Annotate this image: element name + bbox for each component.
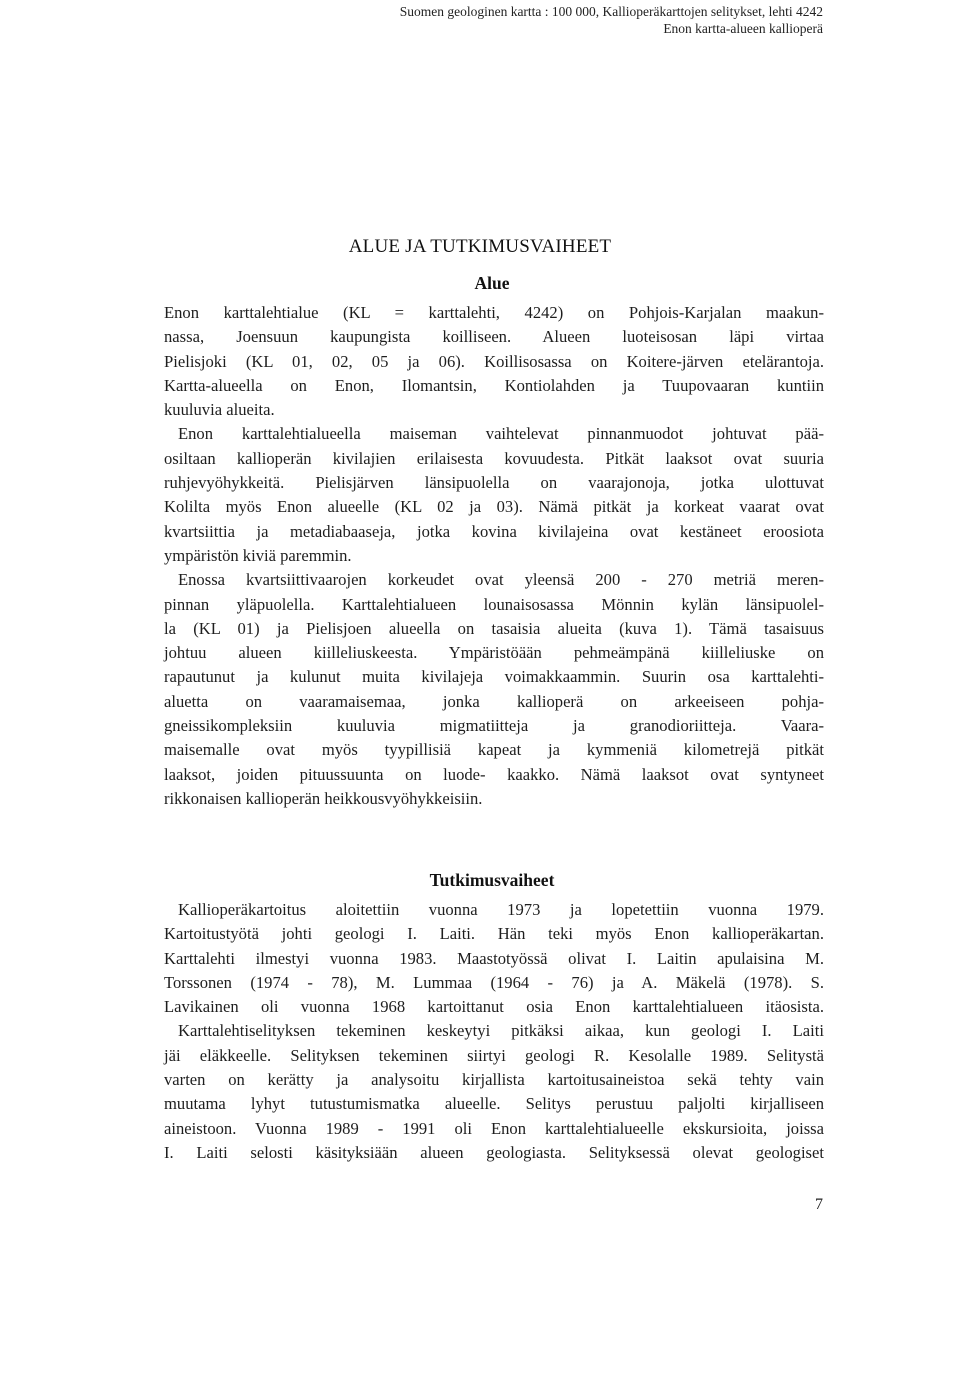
tutkimusvaiheet-line: Kallioperäkartoitus aloitettiin vuonna 1973 ja lopetettiin vuonna 1979. bbox=[178, 900, 824, 919]
alue-line: Kartta-alueella on Enon, Ilomantsin, Kontiolahden ja Tuupovaaran kuntiin bbox=[164, 375, 824, 395]
alue-line: aluetta on vaaramaisemaa, jonka kallioperä on arkeeiseen pohja- bbox=[164, 691, 824, 711]
tutkimusvaiheet-line: Torssonen (1974 - 78), M. Lummaa (1964 - 76) ja A. Mäkelä (1978). S. bbox=[164, 972, 824, 992]
tutkimusvaiheet-line: Karttalehti ilmestyi vuonna 1983. Maastotyössä olivat I. Laitin apulaisina M. bbox=[164, 948, 824, 968]
running-header-series: Suomen geologinen kartta : 100 000, Kallioperäkarttojen selitykset, lehti 4242 bbox=[399, 4, 823, 19]
alue-line: pinnan yläpuolella. Karttalehtialueen lounaisosassa Mönnin kylän länsipuolel- bbox=[164, 594, 824, 614]
tutkimusvaiheet-body bbox=[164, 898, 824, 1165]
page-number: 7 bbox=[815, 1196, 823, 1213]
alue-line: laaksot, joiden pituussuunta on luode- kaakko. Nämä laaksot ovat syntyneet bbox=[164, 764, 824, 784]
alue-heading: Alue bbox=[474, 273, 510, 293]
tutkimusvaiheet-line: jäi eläkkeelle. Selityksen tekeminen siirtyi geologi R. Kesolalle 1989. Selitystä bbox=[164, 1045, 824, 1065]
alue-line: maisemalle ovat myös tyypillisiä kapeat ja kymmeniä kilometrejä pitkät bbox=[164, 740, 824, 760]
alue-line: Enon karttalehtialue (KL = karttalehti, 4242) on Pohjois-Karjalan maakun- bbox=[164, 303, 824, 322]
alue-line: rikkonaisen kallioperän heikkousvyöhykkeisiin. bbox=[164, 788, 483, 808]
alue-line: Kolilta myös Enon alueelle (KL 02 ja 03). Nämä pitkät ja korkeat vaarat ovat bbox=[164, 497, 824, 517]
alue-line: ympäristön kiviä paremmin. bbox=[164, 545, 352, 565]
alue-line: nassa, Joensuun kaupungista koilliseen. Alueen luoteisosan läpi virtaa bbox=[164, 327, 824, 347]
tutkimusvaiheet-line: muutama lyhyt tutustumismatka alueelle. Selitys perustuu paljolti kirjalliseen bbox=[164, 1094, 824, 1114]
tutkimusvaiheet-line: Kartoitustyötä johti geologi I. Laiti. Hän teki myös Enon kallioperäkartan. bbox=[164, 924, 824, 944]
alue-line: la (KL 01) ja Pielisjoen alueella on tasaisia alueita (kuva 1). Tämä tasaisuus bbox=[164, 618, 824, 638]
alue-line: kvartsiittia ja metadiabaaseja, jotka kovina kivilajeina ovat kestäneet eroosiota bbox=[164, 521, 824, 541]
tutkimusvaiheet-line: I. Laiti selosti käsityksiään alueen geologiasta. Selityksessä olevat geologiset bbox=[164, 1142, 824, 1162]
alue-line: ruhjevyöhykkeitä. Pielisjärven länsipuolella on vaarajonoja, jotka ulottuvat bbox=[164, 473, 824, 493]
running-header-area: Enon kartta-alueen kallioperä bbox=[663, 21, 823, 36]
alue-line: johtuu alueen kiilleliuskeesta. Ympäristöään pehmeämpänä kiilleliuske on bbox=[164, 643, 824, 663]
alue-line: gneissikompleksiin kuuluvia migmatiitteja ja granodioriitteja. Vaara- bbox=[164, 716, 824, 736]
alue-line: kuuluvia alueita. bbox=[164, 400, 275, 420]
alue-line: rapautunut ja kulunut muita kivilajeja voimakkaammin. Suurin osa karttalehti- bbox=[164, 667, 824, 687]
tutkimusvaiheet-line: Lavikainen oli vuonna 1968 kartoittanut osia Enon karttalehtialueen itäosista. bbox=[164, 997, 824, 1017]
alue-line: Enossa kvartsiittivaarojen korkeudet ovat yleensä 200 - 270 metriä meren- bbox=[178, 570, 824, 590]
tutkimusvaiheet-line: Karttalehtiselityksen tekeminen keskeytyi pitkäksi aikaa, kun geologi I. Laiti bbox=[178, 1021, 824, 1041]
alue-line: osiltaan kallioperän kivilajien erilaisesta kovuudesta. Pitkät laaksot ovat suuria bbox=[164, 448, 824, 468]
alue-body bbox=[164, 301, 824, 811]
section-title: ALUE JA TUTKIMUSVAIHEET bbox=[348, 236, 612, 257]
alue-line: Enon karttalehtialueella maiseman vaihtelevat pinnanmuodot johtuvat pää- bbox=[178, 424, 824, 444]
running-header bbox=[400, 3, 823, 37]
tutkimusvaiheet-line: varten on kerätty ja analysoitu kirjallista kartoitusaineistoa sekä tehty vain bbox=[164, 1070, 824, 1090]
tutkimusvaiheet-line: aineistoon. Vuonna 1989 - 1991 oli Enon karttalehtialueelle ekskursioita, joissa bbox=[164, 1118, 824, 1138]
alue-line: Pielisjoki (KL 01, 02, 05 ja 06). Koillisosassa on Koitere-järven etelärantoja. bbox=[164, 351, 824, 371]
tutkimusvaiheet-heading: Tutkimusvaiheet bbox=[429, 870, 555, 890]
